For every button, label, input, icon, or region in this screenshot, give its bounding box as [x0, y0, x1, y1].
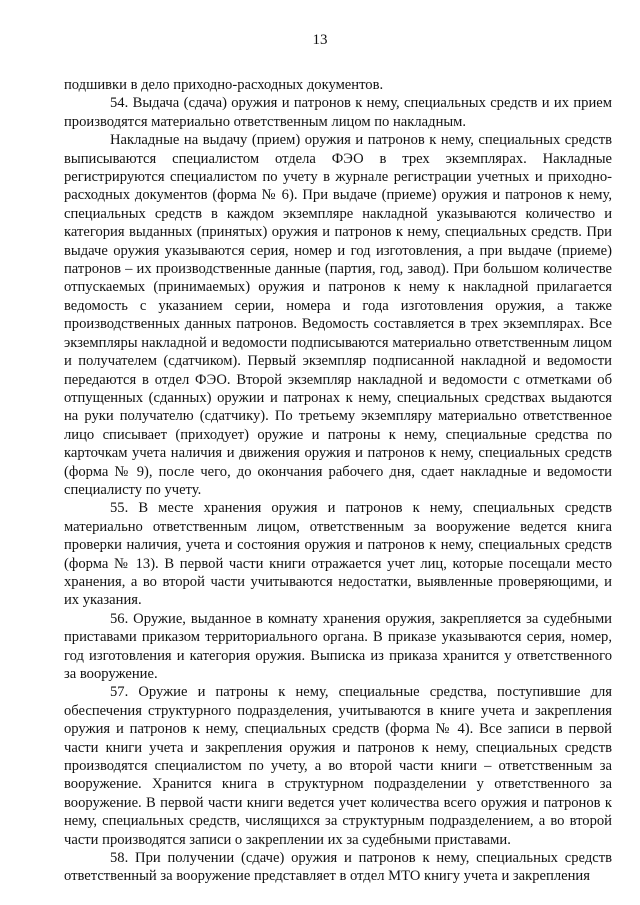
- paragraph-57: 57. Оружие и патроны к нему, специальные средства, поступившие для обеспечения структурного подразделения, учитываются в книге учета и закрепления оружия и патронов к нему, специальных средств (форма № 4). Все записи в первой части книги учета и закрепления оружия и патронов к нему, специальных средств производятся специалистом по учету, а во второй части книги – ответственным за вооружение. Хранится книга в структурном подразделении у ответственного за вооружение. В первой части книги ведется учет количества всего оружия и патронов к нему, специальных средств, числящихся за структурным подразделением, а во второй части производятся записи о закреплении их за судебными приставами.: [64, 684, 612, 848]
- page-number: 13: [312, 32, 328, 48]
- paragraph-54: 54. Выдача (сдача) оружия и патронов к нему, специальных средств и их прием производятся материально ответственным лицом по накладным.: [64, 95, 612, 130]
- paragraph-invoices: Накладные на выдачу (прием) оружия и патронов к нему, специальных средств выписываются специалистом отдела ФЭО в трех экземплярах. Накладные регистрируются специалистом по учету в журнале регистрации учетных и приходно-расходных документов (форма № 6). При выдаче (приеме) оружия и патронов к нему, специальных средств в каждом экземпляре накладной указываются количество и категория выданных (принятых) оружия и патронов к нему, специальных средств. При выдаче оружия указываются серия, номер и год изготовления, а при выдаче (приеме) патронов – их производственные данные (партия, год, завод). При большом количестве отпускаемых (принимаемых) оружия и патронов к нему к накладной прилагается ведомость с указанием серии, номера и года изготовления оружия, а также производственных данных патронов. Ведомость составляется в трех экземплярах. Все экземпляры накладной и ведомости подписываются материально ответственным лицом и получателем (сдатчиком). Первый экземпляр подписанной накладной и ведомости передаются в отдел ФЭО. Второй экземпляр накладной и ведомости с отметками об отпущенных (сданных) оружии и патронах к нему, специальных средствах выдаются на руки получателю (сдатчику). По третьему экземпляру материально ответственное лицо списывает (приходует) оружие и патроны к нему, специальные средства по карточкам учета наличия и движения оружия и патронов к нему, специальных средств (форма № 9), после чего, до окончания рабочего дня, сдает накладные и ведомости специалисту по учету.: [64, 132, 612, 498]
- document-body: [64, 76, 612, 886]
- paragraph-58: 58. При получении (сдаче) оружия и патронов к нему, специальных средств ответственный за вооружение представляет в отдел МТО книгу учета и закрепления: [64, 850, 612, 885]
- paragraph-56: 56. Оружие, выданное в комнату хранения оружия, закрепляется за судебными приставами приказом территориального органа. В приказе указываются серия, номер, год изготовления и категория оружия. Выписка из приказа хранится у ответственного за вооружение.: [64, 610, 612, 682]
- paragraph-continuation: подшивки в дело приходно-расходных документов.: [64, 77, 384, 93]
- paragraph-55: 55. В месте хранения оружия и патронов к нему, специальных средств материально ответственным лицом, ответственным за вооружение ведется книга проверки наличия, учета и состояния оружия и патронов к нему, специальных средств (форма № 13). В первой части книги отражается учет лиц, которые посещали место хранения, а во второй части учитываются недостатки, выявленные проверяющими, и их указания.: [64, 500, 612, 609]
